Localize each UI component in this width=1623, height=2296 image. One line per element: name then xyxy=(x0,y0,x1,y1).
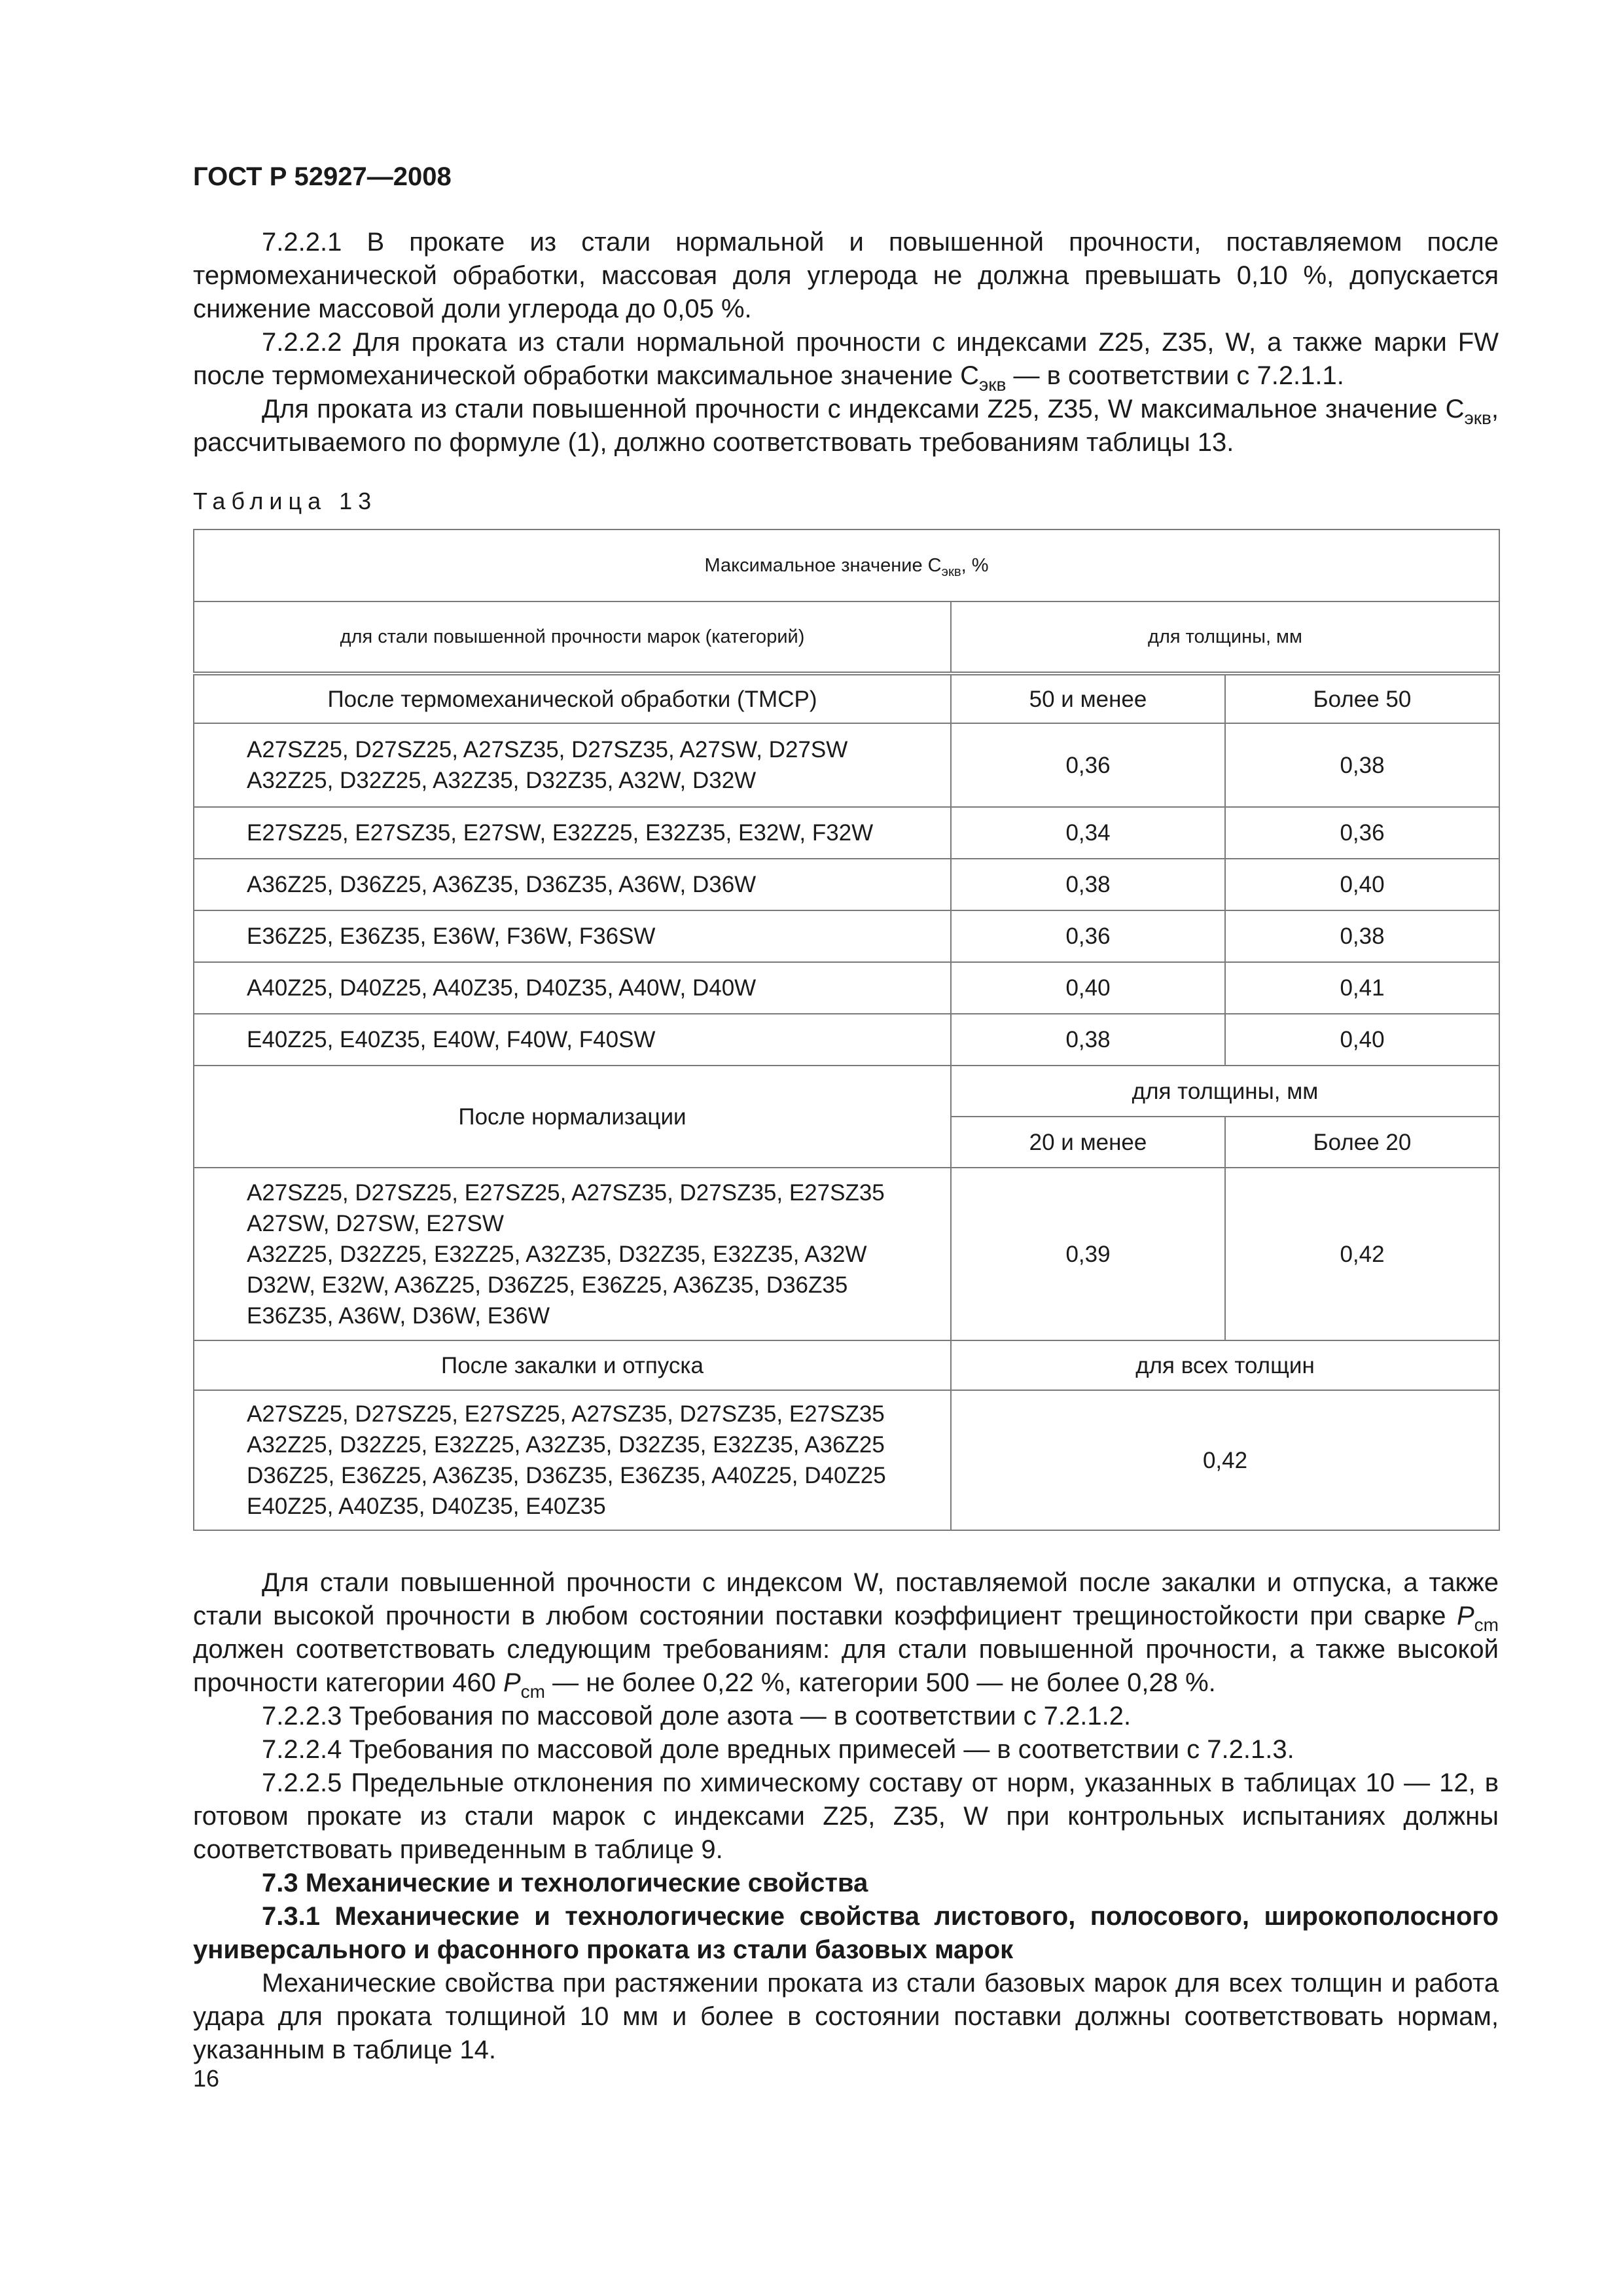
grades-cell: A27SZ25, D27SZ25, E27SZ25, A27SZ35, D27SZ35, E27SZ35 A27SW, D27SW, E27SW A32Z25, D32Z25, E32Z25, A32Z35, D32Z35, E32Z35, A32W D32W, E32W, A36Z25, D36Z25, E36Z25, A36Z35, D36Z35 E36Z35, A36W, D36W, E36W xyxy=(194,1168,951,1340)
subscript: cm xyxy=(1474,1614,1499,1635)
document-header: ГОСТ Р 52927—2008 xyxy=(193,162,452,191)
grades-cell: A36Z25, D36Z25, A36Z35, D36Z35, A36W, D36W xyxy=(194,859,951,910)
table-row xyxy=(194,1168,1499,1340)
grades-cell: A40Z25, D40Z25, A40Z35, D40Z35, A40W, D40W xyxy=(194,962,951,1014)
table-caption: Таблица 13 xyxy=(193,488,378,514)
qt-thickness-header: для всех толщин xyxy=(951,1340,1499,1390)
value-cell: 0,36 xyxy=(1225,807,1499,859)
paragraph-text: Для проката из стали нормальной прочности с индексами Z25, Z35, W, а также марки FW после термомеханической обработки максимальное значение С xyxy=(193,328,1499,390)
paragraph-mechanical xyxy=(193,1967,1499,2067)
value-cell: 0,34 xyxy=(951,807,1225,859)
norm-header-20-less: 20 и менее xyxy=(951,1117,1225,1168)
paragraph-7-2-2-1 xyxy=(193,226,1499,326)
paragraph-7-2-2-3 xyxy=(193,1700,1499,1733)
paragraph-text: Предельные отклонения по химическому составу от норм, указанных в таблицах 10 — 12, в готовом прокате из стали марок с индексами Z25, Z35, W при контрольных испытаниях должны соответствовать приведенным в таблице 9. xyxy=(193,1768,1499,1864)
section-tmcp-label: После термомеханической обработки (ТМСР) xyxy=(194,673,951,723)
table-row xyxy=(194,910,1499,962)
column-header-thickness: для толщины, мм xyxy=(951,601,1499,673)
norm-thickness-header: для толщины, мм xyxy=(951,1066,1499,1117)
paragraph-text: — не более 0,22 %, категории 500 — не более 0,28 %. xyxy=(544,1668,1216,1697)
table-row xyxy=(194,807,1499,859)
grades-cell: E40Z25, E40Z35, E40W, F40W, F40SW xyxy=(194,1014,951,1066)
table-row xyxy=(194,723,1499,807)
value-cell: 0,38 xyxy=(1225,723,1499,807)
paragraph-text: должен соответствовать следующим требованиям: для стали повышенной прочности, а также высокой прочности категории 460 xyxy=(193,1635,1499,1697)
grades-cell: A27SZ25, D27SZ25, A27SZ35, D27SZ35, A27SW, D27SW A32Z25, D32Z25, A32Z35, D32Z35, A32W, D32W xyxy=(194,723,951,807)
table-row xyxy=(194,1390,1499,1530)
clause-number: 7.2.2.5 xyxy=(262,1768,342,1797)
tmcp-header-over-50: Более 50 xyxy=(1225,673,1499,723)
clause-number: 7.2.2.4 xyxy=(262,1735,342,1764)
value-cell: 0,40 xyxy=(1225,859,1499,910)
subscript: экв xyxy=(1464,407,1491,428)
section-normalization-label: После нормализации xyxy=(194,1066,951,1168)
value-cell: 0,36 xyxy=(951,910,1225,962)
symbol: P xyxy=(1456,1602,1474,1630)
paragraph-text: Для проката из стали повышенной прочности с индексами Z25, Z35, W максимальное значение С xyxy=(262,395,1465,423)
table-13 xyxy=(193,529,1500,1531)
grades-cell: E27SZ25, E27SZ35, E27SW, E32Z25, E32Z35, E32W, F32W xyxy=(194,807,951,859)
paragraph-text: Для стали повышенной прочности с индексом W, поставляемой после закалки и отпуска, а также стали высокой прочности в любом состоянии поставки коэффициент трещиностойкости при сварке xyxy=(193,1568,1499,1630)
value-cell: 0,40 xyxy=(951,962,1225,1014)
paragraph-higher-strength xyxy=(193,393,1499,459)
table-row xyxy=(194,859,1499,910)
paragraph-text: Требования по массовой доле вредных примесей — в соответствии с 7.2.1.3. xyxy=(349,1735,1294,1764)
paragraph-text: Механические свойства при растяжении проката из стали базовых марок для всех толщин и работа удара для проката толщиной 10 мм и более в состоянии поставки должны соответствовать нормам, указанным в таблице 14. xyxy=(193,1969,1499,2064)
value-cell: 0,38 xyxy=(951,1014,1225,1066)
paragraph-7-2-2-2 xyxy=(193,326,1499,393)
value-cell: 0,36 xyxy=(951,723,1225,807)
value-cell: 0,38 xyxy=(1225,910,1499,962)
paragraph-text: Требования по массовой доле азота — в соответствии с 7.2.1.2. xyxy=(349,1702,1132,1731)
clause-number: 7.3.1 xyxy=(262,1902,320,1931)
heading-text: Механические и технологические свойства xyxy=(305,1869,868,1897)
section-qt-label: После закалки и отпуска xyxy=(194,1340,951,1390)
table-row xyxy=(194,1014,1499,1066)
section-heading-7-3-1 xyxy=(193,1900,1499,1967)
value-cell: 0,39 xyxy=(951,1168,1225,1340)
clause-number: 7.2.2.1 xyxy=(262,228,342,257)
table-title: Максимальное значение $С_{экв}$, % xyxy=(194,529,1499,601)
symbol: P xyxy=(503,1668,521,1697)
paragraph-pcm xyxy=(193,1566,1499,1700)
value-cell: 0,42 xyxy=(1225,1168,1499,1340)
paragraph-7-2-2-5 xyxy=(193,1767,1499,1867)
paragraph-text: В прокате из стали нормальной и повышенной прочности, поставляемом после термомеханической обработки, массовая доля углерода не должна превышать 0,10 %, допускается снижение массовой доли углерода до 0,05 %. xyxy=(193,228,1499,323)
value-cell: 0,38 xyxy=(951,859,1225,910)
norm-header-over-20: Более 20 xyxy=(1225,1117,1499,1168)
clause-number: 7.3 xyxy=(262,1869,298,1897)
grades-cell: E36Z25, E36Z35, E36W, F36W, F36SW xyxy=(194,910,951,962)
paragraph-7-2-2-4 xyxy=(193,1733,1499,1767)
tmcp-header-50-less: 50 и менее xyxy=(951,673,1225,723)
section-heading-7-3 xyxy=(193,1867,1499,1900)
value-cell: 0,42 xyxy=(951,1390,1499,1530)
value-cell: 0,41 xyxy=(1225,962,1499,1014)
column-header-grades: для стали повышенной прочности марок (категорий) xyxy=(194,601,951,673)
subscript: cm xyxy=(520,1681,545,1702)
grades-cell: A27SZ25, D27SZ25, E27SZ25, A27SZ35, D27SZ35, E27SZ35 A32Z25, D32Z25, E32Z25, A32Z35, D32Z35, E32Z35, A36Z25 D36Z25, E36Z25, A36Z35, D36Z35, E36Z35, A40Z25, D40Z25 E40Z25, A40Z35, D40Z35, E40Z35 xyxy=(194,1390,951,1530)
table-row xyxy=(194,962,1499,1014)
subscript: экв xyxy=(978,374,1007,395)
paragraph-text: — в соответствии с 7.2.1.1. xyxy=(1006,361,1344,390)
clause-number: 7.2.2.2 xyxy=(262,328,342,357)
paragraph-text: , рассчитываемого по формуле (1), должно соответствовать требованиям таблицы 13. xyxy=(193,395,1499,457)
page-number: 16 xyxy=(193,2065,220,2092)
clause-number: 7.2.2.3 xyxy=(262,1702,342,1731)
heading-text: Механические и технологические свойства листового, полосового, широкополосного универсального и фасонного проката из стали базовых марок xyxy=(193,1902,1499,1964)
value-cell: 0,40 xyxy=(1225,1014,1499,1066)
